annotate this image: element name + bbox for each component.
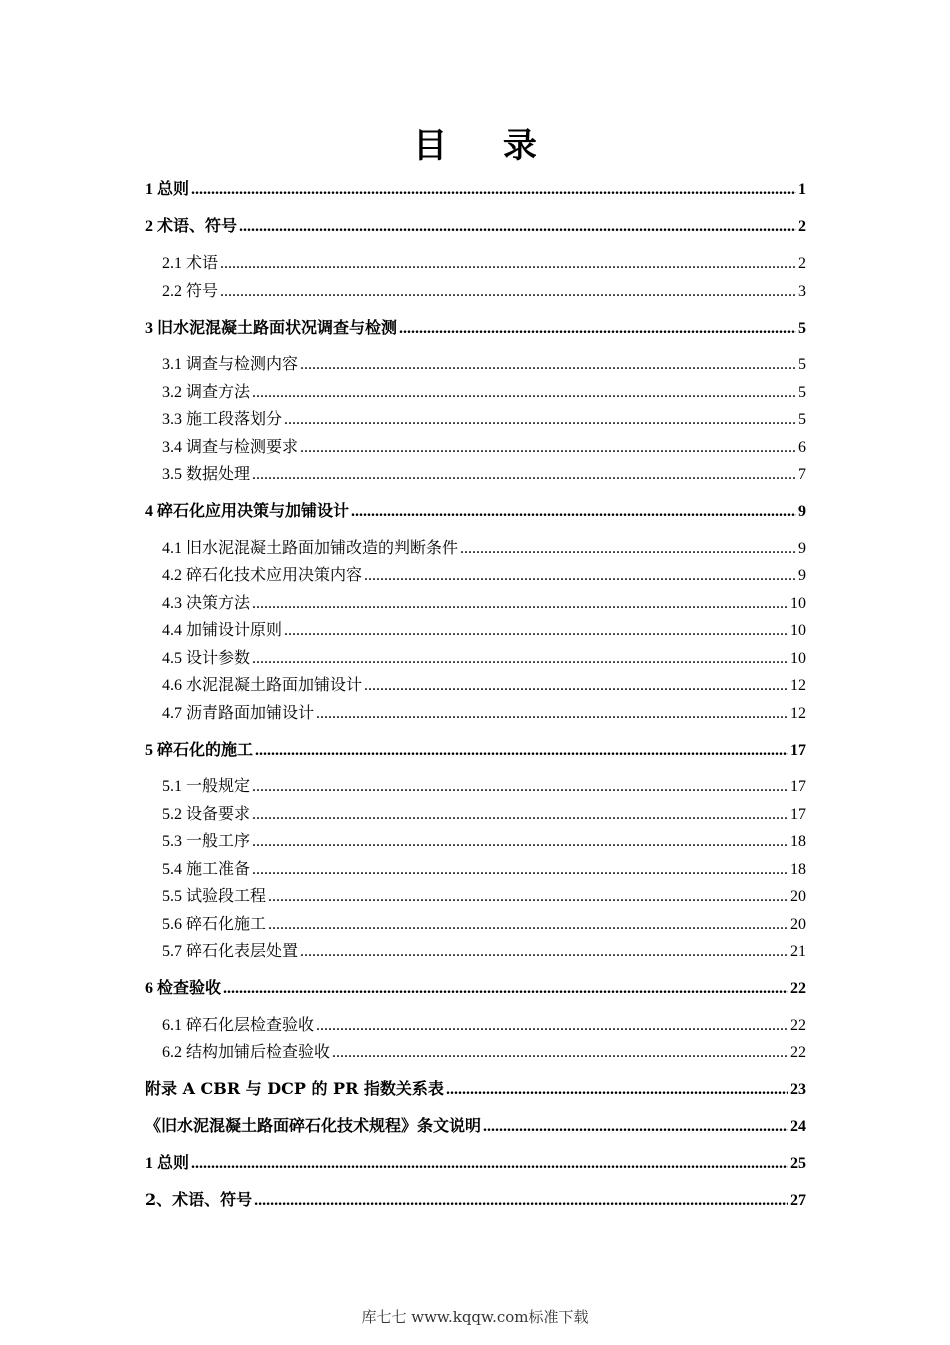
toc-entry-page-number: 21	[790, 943, 806, 960]
toc-entry-label: 检查验收	[157, 978, 222, 997]
toc-entry-page-number: 27	[790, 1192, 806, 1209]
toc-leader-dots	[255, 739, 788, 763]
toc-entry-page-number: 25	[790, 1155, 806, 1172]
toc-entry[interactable]	[162, 939, 806, 963]
toc-leader-dots	[268, 885, 788, 909]
toc-leader-dots	[268, 913, 788, 937]
toc-leader-dots	[316, 702, 788, 726]
toc-entry[interactable]	[162, 701, 806, 725]
toc-entry-number: 5.7	[162, 943, 182, 960]
toc-leader-dots	[316, 1014, 788, 1038]
toc-entry-page-number: 5	[798, 411, 806, 428]
toc-entry-number: 4	[145, 503, 153, 520]
toc-entry-page-number: 10	[790, 622, 806, 639]
toc-leader-dots	[446, 1078, 788, 1102]
toc-entry-number: 1	[145, 1155, 153, 1172]
toc-entry-number: 4.1	[162, 540, 182, 557]
toc-entry[interactable]	[145, 1188, 806, 1212]
toc-leader-dots	[300, 436, 796, 460]
toc-entry-page-number: 1	[798, 181, 806, 198]
toc-entry-number: 1	[145, 181, 153, 198]
toc-entry-number: 4.5	[162, 650, 182, 667]
toc-entry-page-number: 17	[790, 742, 806, 759]
toc-entry-number: 5.5	[162, 888, 182, 905]
toc-entry-page-number: 17	[790, 806, 806, 823]
toc-entry[interactable]	[145, 738, 806, 762]
toc-leader-dots	[284, 619, 788, 643]
toc-entry[interactable]	[162, 279, 806, 303]
toc-entry[interactable]	[162, 912, 806, 936]
toc-entry-label: 数据处理	[186, 464, 251, 483]
toc-entry-number: 3.1	[162, 356, 182, 373]
toc-entry-label: 碎石化表层处置	[186, 941, 299, 960]
toc-leader-dots	[191, 178, 796, 202]
toc-entry-number: 5.4	[162, 861, 182, 878]
toc-leader-dots	[254, 1189, 788, 1213]
toc-entry-label: 符号	[186, 281, 219, 300]
toc-entry-number: 5.6	[162, 916, 182, 933]
toc-entry-page-number: 9	[798, 540, 806, 557]
toc-entry-number: 5.3	[162, 833, 182, 850]
toc-entry[interactable]	[162, 1040, 806, 1064]
toc-entry-page-number: 5	[798, 384, 806, 401]
toc-entry-label: 一般工序	[186, 831, 251, 850]
toc-entry-label: 附录 A CBR 与 DCP 的 PR 指数关系表	[145, 1079, 444, 1098]
toc-entry-label: 总则	[157, 179, 190, 198]
toc-leader-dots	[399, 317, 796, 341]
toc-leader-dots	[191, 1152, 788, 1176]
toc-leader-dots	[252, 775, 788, 799]
toc-entry[interactable]	[145, 1151, 806, 1175]
toc-entry-page-number: 18	[790, 861, 806, 878]
toc-entry-page-number: 5	[798, 356, 806, 373]
toc-entry-label: 结构加铺后检查验收	[186, 1042, 331, 1061]
toc-entry[interactable]	[162, 462, 806, 486]
toc-entry-number: 4.2	[162, 567, 182, 584]
toc-entry-number: 3.4	[162, 439, 182, 456]
toc-entry-label: 碎石化应用决策与加铺设计	[157, 501, 350, 520]
toc-entry-number: 6	[145, 980, 153, 997]
toc-entry-label: 加铺设计原则	[186, 620, 283, 639]
toc-leader-dots	[300, 353, 796, 377]
toc-entry-page-number: 10	[790, 650, 806, 667]
toc-entry-page-number: 22	[790, 1044, 806, 1061]
toc-leader-dots	[220, 252, 796, 276]
toc-entry-label: 术语	[186, 253, 219, 272]
toc-entry-label: 设备要求	[186, 804, 251, 823]
toc-leader-dots	[252, 381, 796, 405]
toc-leader-dots	[252, 592, 788, 616]
toc-entry-page-number: 5	[798, 320, 806, 337]
toc-entry[interactable]	[162, 435, 806, 459]
toc-entry-page-number: 20	[790, 888, 806, 905]
toc-entry-label: 决策方法	[186, 593, 251, 612]
toc-entry-number: 2	[145, 218, 153, 235]
toc-entry-number: 3.3	[162, 411, 182, 428]
toc-entry-page-number: 22	[790, 980, 806, 997]
toc-entry-label: 调查与检测要求	[186, 437, 299, 456]
toc-entry-page-number: 20	[790, 916, 806, 933]
toc-entry-page-number: 18	[790, 833, 806, 850]
toc-entry-label: 碎石化的施工	[157, 740, 254, 759]
toc-leader-dots	[252, 858, 788, 882]
toc-entry-number: 4.4	[162, 622, 182, 639]
toc-entry[interactable]	[162, 1013, 806, 1037]
toc-entry[interactable]	[162, 857, 806, 881]
toc-leader-dots	[364, 564, 796, 588]
toc-entry[interactable]	[162, 536, 806, 560]
toc-leader-dots	[220, 280, 796, 304]
toc-entry-label: 总则	[157, 1153, 190, 1172]
toc-entry[interactable]	[162, 251, 806, 275]
toc-entry-label: 旧水泥混凝土路面状况调查与检测	[157, 318, 398, 337]
toc-leader-dots	[351, 500, 796, 524]
toc-entry-page-number: 9	[798, 567, 806, 584]
toc-entry[interactable]	[145, 1114, 806, 1138]
toc-entry[interactable]	[145, 214, 806, 238]
toc-entry-page-number: 7	[798, 466, 806, 483]
toc-entry-number: 3.2	[162, 384, 182, 401]
toc-entry[interactable]	[162, 618, 806, 642]
toc-entry-page-number: 22	[790, 1017, 806, 1034]
toc-entry-page-number: 12	[790, 705, 806, 722]
toc-entry-page-number: 23	[790, 1081, 806, 1098]
toc-entry-label: 《旧水泥混凝土路面碎石化技术规程》条文说明	[145, 1116, 482, 1135]
toc-leader-dots	[460, 537, 796, 561]
toc-entry[interactable]	[162, 380, 806, 404]
toc-entry-number: 4.3	[162, 595, 182, 612]
toc-entry-label: 碎石化技术应用决策内容	[186, 565, 363, 584]
toc-entry-number: 6.2	[162, 1044, 182, 1061]
toc-entry-page-number: 10	[790, 595, 806, 612]
toc-leader-dots	[252, 830, 788, 854]
toc-entry-page-number: 3	[798, 283, 806, 300]
toc-entry-number: 2.1	[162, 255, 182, 272]
toc-entry-label: 碎石化施工	[186, 914, 267, 933]
toc-entry-label: 调查与检测内容	[186, 354, 299, 373]
toc-entry-page-number: 17	[790, 778, 806, 795]
toc-entry-page-number: 6	[798, 439, 806, 456]
toc-leader-dots	[364, 674, 788, 698]
toc-entry-number: 4.6	[162, 677, 182, 694]
page-title: 目 录	[413, 126, 559, 166]
toc-entry[interactable]	[162, 407, 806, 431]
toc-leader-dots	[252, 463, 796, 487]
toc-entry[interactable]	[162, 591, 806, 615]
toc-entry-label: 术语、符号	[157, 216, 238, 235]
toc-entry-page-number: 9	[798, 503, 806, 520]
toc-entry[interactable]	[162, 673, 806, 697]
toc-entry[interactable]	[145, 499, 806, 523]
toc-entry-number: 6.1	[162, 1017, 182, 1034]
toc-entry-label: 设计参数	[186, 648, 251, 667]
toc-entry[interactable]	[145, 316, 806, 340]
toc-entry[interactable]	[162, 774, 806, 798]
toc-entry-number: 5	[145, 742, 153, 759]
toc-leader-dots	[300, 940, 788, 964]
toc-entry-number: 3.5	[162, 466, 182, 483]
toc-entry-label: 一般规定	[186, 776, 251, 795]
toc-entry-label: 水泥混凝土路面加铺设计	[186, 675, 363, 694]
toc-entry[interactable]	[145, 1077, 806, 1101]
toc-entry[interactable]	[162, 563, 806, 587]
toc-entry-page-number: 2	[798, 218, 806, 235]
toc-entry[interactable]	[162, 352, 806, 376]
toc-entry-number: 5.2	[162, 806, 182, 823]
toc-entry[interactable]	[162, 646, 806, 670]
toc-entry[interactable]	[162, 829, 806, 853]
toc-leader-dots	[284, 408, 796, 432]
toc-entry-page-number: 24	[790, 1118, 806, 1135]
toc-entry-label: 沥青路面加铺设计	[186, 703, 315, 722]
toc-entry[interactable]	[145, 976, 806, 1000]
toc-entry-label: 2、术语、符号	[145, 1190, 253, 1209]
toc-leader-dots	[252, 647, 788, 671]
toc-entry-label: 试验段工程	[186, 886, 267, 905]
toc-entry-label: 施工准备	[186, 859, 251, 878]
toc-leader-dots	[483, 1115, 788, 1139]
toc-leader-dots	[239, 215, 796, 239]
toc-entry[interactable]	[162, 802, 806, 826]
toc-entry-label: 碎石化层检查验收	[186, 1015, 315, 1034]
toc-entry[interactable]	[145, 177, 806, 201]
toc-entry-number: 4.7	[162, 705, 182, 722]
toc-entry-page-number: 12	[790, 677, 806, 694]
toc-entry-page-number: 2	[798, 255, 806, 272]
toc-entry-number: 2.2	[162, 283, 182, 300]
toc-entry[interactable]	[162, 884, 806, 908]
toc-leader-dots	[332, 1041, 788, 1065]
toc-leader-dots	[252, 803, 788, 827]
toc-entry-label: 调查方法	[186, 382, 251, 401]
toc-entry-label: 施工段落划分	[186, 409, 283, 428]
toc-entry-number: 5.1	[162, 778, 182, 795]
toc-leader-dots	[223, 977, 788, 1001]
page-footer: 库七七 www.kqqw.com标准下载	[361, 1308, 589, 1326]
toc-entry-label: 旧水泥混凝土路面加铺改造的判断条件	[186, 538, 459, 557]
toc-entry-number: 3	[145, 320, 153, 337]
